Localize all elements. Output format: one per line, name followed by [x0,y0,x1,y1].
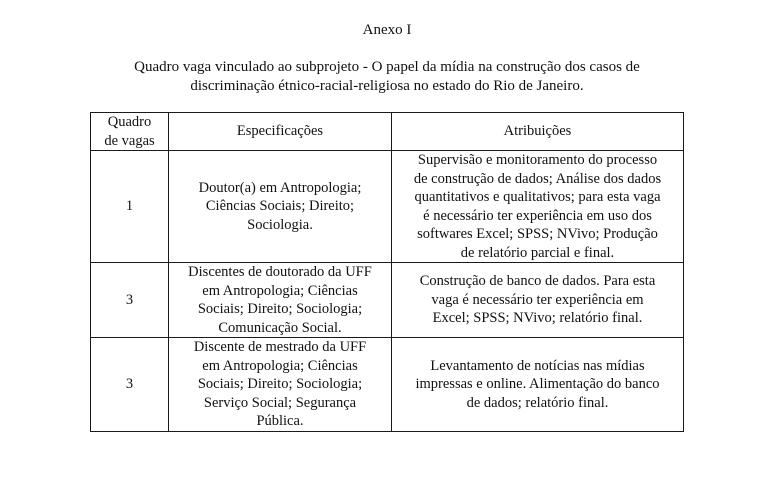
cell-line: de dados; relatório final. [466,394,609,411]
cell-line: Sociais; Direito; Sociologia; [197,376,363,392]
cell-line: Sociologia. [247,216,313,233]
header-especificacoes: Especificações [169,113,392,151]
vacancies-table [90,112,684,432]
cell-line: Construção de banco de dados. Para esta [419,273,656,290]
cell-line: em Antropologia; Ciências [202,282,358,299]
cell-line: Ciências Sociais; Direito; [205,198,355,215]
table-header-row [91,113,684,151]
cell-line: quantitativos e qualitativos; para esta vaga [414,189,661,205]
table-row [91,338,684,432]
cell-atribuicoes [392,338,684,432]
cell-atribuicoes [392,151,684,263]
cell-line: impressas e online. Alimentação do banco [415,376,660,392]
header-atribuicoes: Atribuições [392,113,684,151]
cell-line: Pública. [256,413,304,429]
subtitle-line: discriminação étnico-racial-religiosa no estado do Rio de Janeiro. [190,78,584,94]
cell-line: é necessário ter experiência em uso dos [423,207,652,224]
subtitle-line: Quadro vaga vinculado ao subprojeto - O papel da mídia na construção dos casos de [134,59,640,75]
header-line: de vagas [104,132,155,149]
annex-title: Anexo I [362,22,412,38]
cell-line: Comunicação Social. [218,319,342,336]
cell-line: de construção de dados; Análise dos dados [413,170,662,187]
cell-especificacoes [169,151,392,263]
cell-vagas: 3 [91,338,169,432]
cell-line: Discente de mestrado da UFF [193,339,367,355]
cell-line: em Antropologia; Ciências [202,357,358,374]
cell-line: Levantamento de notícias nas mídias [430,357,645,374]
table-subtitle [60,58,714,96]
cell-vagas: 3 [91,263,169,338]
cell-especificacoes [169,263,392,338]
header-line: Quadro [107,114,152,130]
cell-line: Doutor(a) em Antropologia; [198,179,362,196]
cell-line: Discentes de doutorado da UFF [188,264,372,280]
cell-line: Supervisão e monitoramento do processo [417,152,658,168]
cell-line: Excel; SPSS; NVivo; relatório final. [432,310,643,327]
table-row [91,263,684,338]
cell-especificacoes [169,338,392,432]
cell-atribuicoes [392,263,684,338]
cell-line: softwares Excel; SPSS; NVivo; Produção [417,226,658,242]
cell-line: Sociais; Direito; Sociologia; [197,301,363,317]
cell-line: Serviço Social; Segurança [203,394,357,411]
cell-vagas: 1 [91,151,169,263]
header-quadro-de-vagas [91,113,169,151]
cell-line: de relatório parcial e final. [460,244,615,261]
table-row [91,151,684,263]
cell-line: vaga é necessário ter experiência em [431,291,644,308]
